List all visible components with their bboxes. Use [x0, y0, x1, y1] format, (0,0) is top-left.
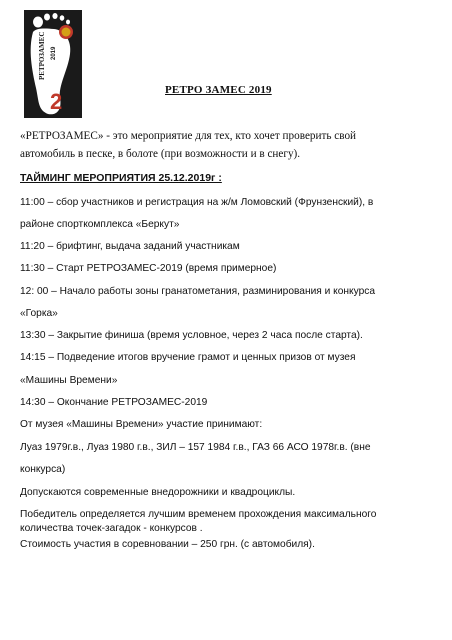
vehicle-list-line: Луаз 1979г.в., Луаз 1980 г.в., ЗИЛ – 157 1984 г.в., ГАЗ 66 АСО 1978г.в. (вне: [20, 442, 371, 453]
schedule-line: «Машины Времени»: [20, 375, 118, 386]
schedule-line: 14:15 – Подведение итогов вручение грамот и ценных призов от музея: [20, 352, 356, 363]
schedule-line: 11:20 – брифтинг, выдача заданий участникам: [20, 241, 240, 252]
schedule-line: 12: 00 – Начало работы зоны гранатометания, разминирования и конкурса: [20, 286, 375, 297]
intro-paragraph: [20, 127, 440, 163]
schedule-line: 11:30 – Старт РЕТРОЗАМЕС-2019 (время примерное): [20, 263, 277, 274]
winner-rule-line: Победитель определяется лучшим временем прохождения максимального: [20, 509, 377, 520]
timing-heading: ТАЙМИНГ МЕРОПРИЯТИЯ 25.12.2019г :: [20, 172, 222, 184]
schedule-line: «Горка»: [20, 308, 58, 319]
retrozames-logo: [24, 10, 82, 118]
footprint-icon: [24, 10, 82, 118]
schedule-line: 14:30 – Окончание РЕТРОЗАМЕС-2019: [20, 397, 208, 408]
intro-line: автомобиль в песке, в болоте (при возможности и в снегу).: [20, 148, 301, 160]
page-title: РЕТРО ЗАМЕС 2019: [165, 84, 272, 96]
schedule-line: 11:00 – сбор участников и регистрация на ж/м Ломовский (Фрунзенский), в: [20, 197, 374, 208]
participation-cost-line: Стоимость участия в соревновании – 250 грн. (с автомобиля).: [20, 539, 315, 550]
schedule-line: 13:30 – Закрытие финиша (время условное, через 2 часа после старта).: [20, 330, 363, 341]
allowed-vehicles-line: Допускаются современные внедорожники и квадроциклы.: [20, 487, 296, 498]
winner-rule-line: количества точек-загадок - конкурсов .: [20, 523, 203, 534]
museum-participants-line: От музея «Машины Времени» участие принимают:: [20, 419, 263, 430]
vehicle-list-line: конкурса): [20, 464, 66, 475]
intro-line: «РЕТРОЗАМЕС» - это мероприятие для тех, кто хочет проверить свой: [20, 130, 357, 142]
logo-year-text: 2019: [51, 46, 57, 60]
logo-digit: 2: [50, 89, 63, 114]
schedule-line: районе спорткомплекса «Беркут»: [20, 219, 180, 230]
logo-vertical-text: РЕТРОЗАМЕС: [38, 31, 46, 80]
